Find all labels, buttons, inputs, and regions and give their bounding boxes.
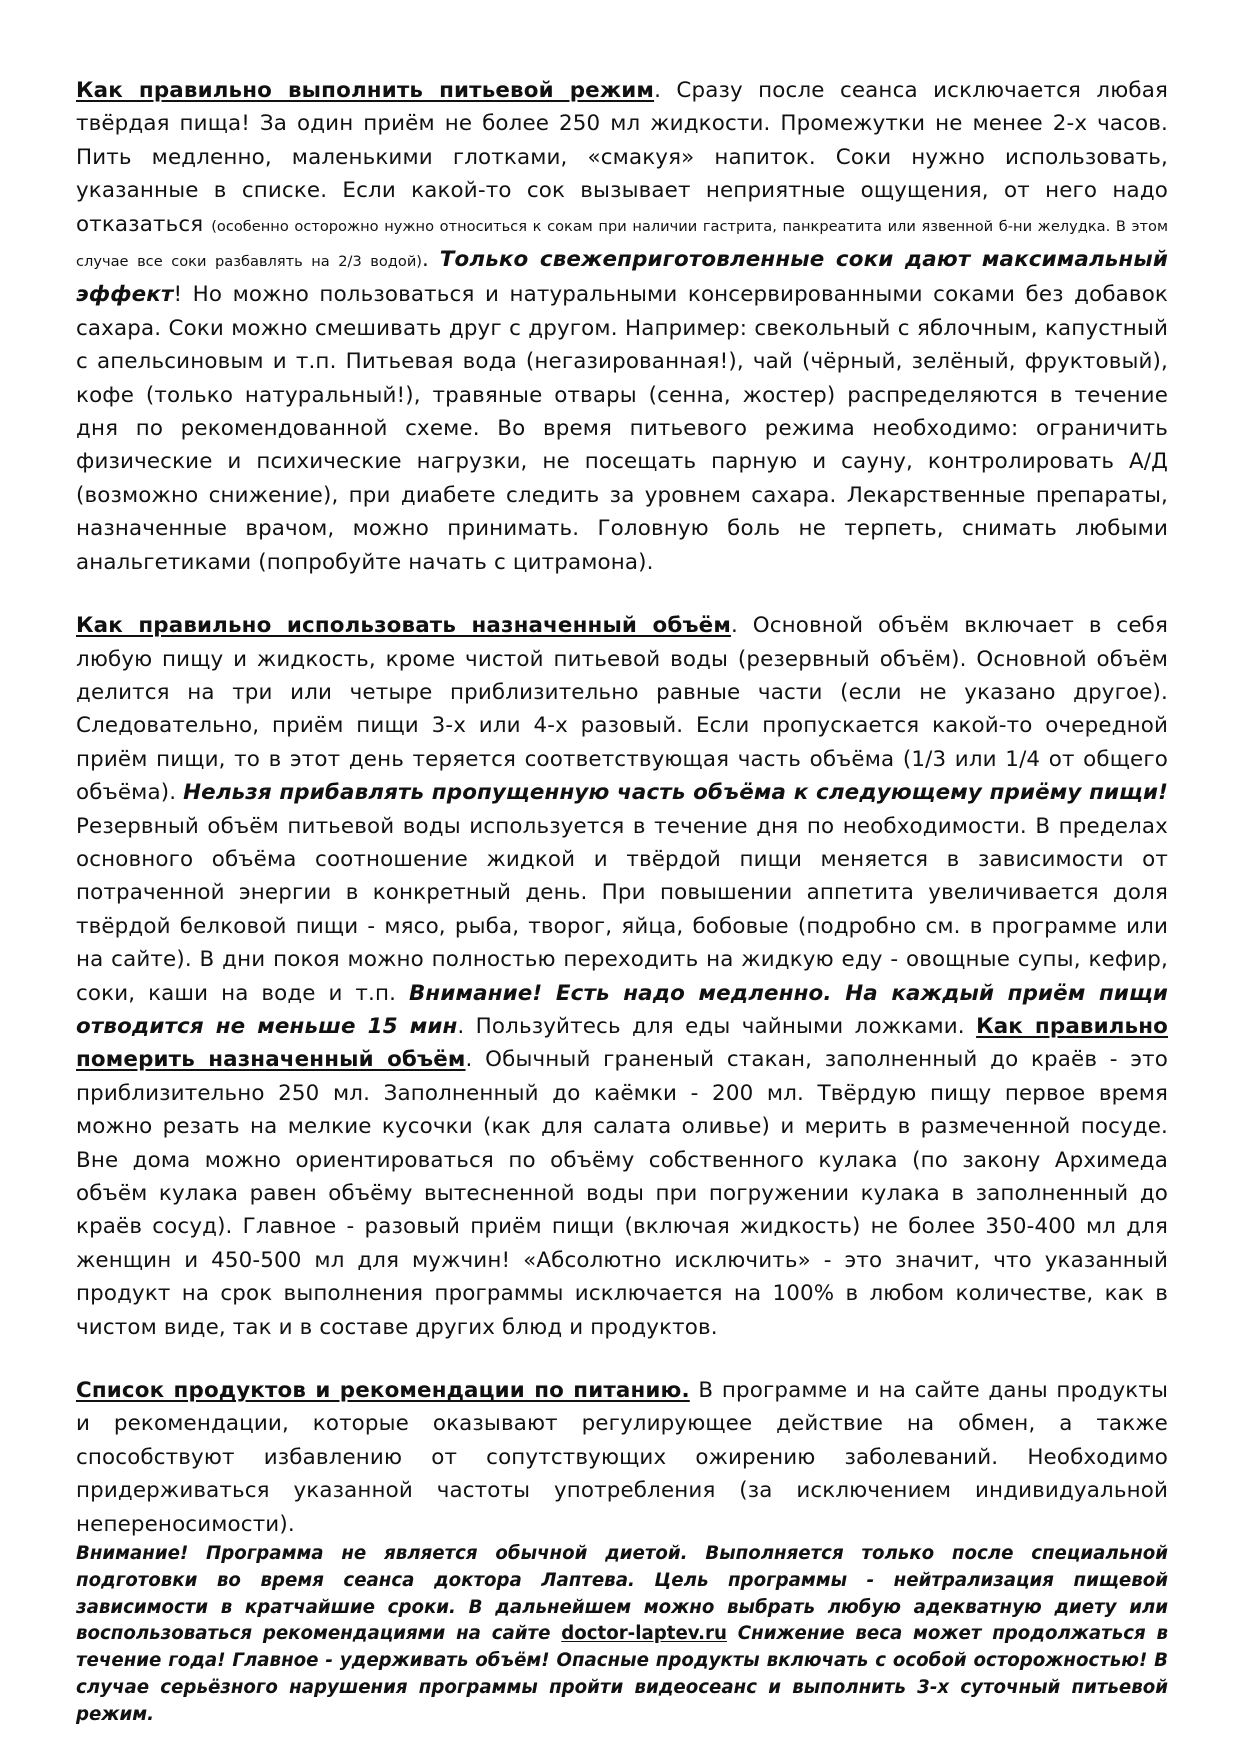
volume-usage-heading: Как правильно использовать назначенный объём xyxy=(76,613,731,639)
drinking-regime-heading: Как правильно выполнить питьевой режим xyxy=(76,78,655,103)
volume-text-2: Резервный объём питьевой воды используется в течение дня по необходимости. В пределах основного объёма соотношение жидкой и твёрдой пищи меняется в зависимости от потраченной энергии в конкретный день. При повышении аппетита увеличивается доля твёрдой белковой пищи - мясо, рыба, творог, яйца, бобовые (подробно см. в программе или на сайте). В дни покоя можно полностью переходить на жидкую еду - овощные супы, кефир, соки, каши на воде и т.п. xyxy=(76,813,1168,1006)
volume-usage-paragraph xyxy=(76,609,1168,1344)
drinking-text-3: ! Но можно пользоваться и натуральными консервированными соками без добавок сахара. Соки можно смешивать друг с другом. Например: свекольный с яблочным, капустный с апельсиновым и т.п. Питьевая вода (негазированная!), чай (чёрный, зелёный, фруктовый), кофе (только натуральный!), травяные отвары (сенна, жостер) распределяются в течение дня по рекомендованной схеме. Во время питьевого режима необходимо: ограничить физические и психические нагрузки, не посещать парную и сауну, контролировать А/Д (возможно снижение), при диабете следить за уровнем сахара. Лекарственные препараты, назначенные врачом, можно принимать. Головную боль не терпеть, снимать любыми анальгетиками (попробуйте начать с цитрамона). xyxy=(76,282,1168,575)
volume-measure-heading: Как правильно померить назначенный объём xyxy=(76,1013,1168,1073)
eat-slowly-emphasis: Внимание! Есть надо медленно. На каждый приём пищи отводится не меньше 15 мин xyxy=(76,980,1169,1039)
missed-portion-emphasis: Нельзя прибавлять пропущенную часть объёма к следующему приёму пищи! xyxy=(183,780,1169,806)
volume-text-1: . Основной объём включает в себя любую пищу и жидкость, кроме чистой питьевой воды (резервный объём). Основной объём делится на три или четыре приблизительно равные части (если не указано другое). Следовательно, приём пищи 3-х или 4-х разовый. Если пропускается какой-то очередной приём пищи, то в этот день теряется соответствующая часть объёма (1/3 или 1/4 от общего объёма). xyxy=(76,613,1168,806)
site-link[interactable]: doctor-laptev.ru xyxy=(561,1623,727,1645)
gastritis-small-note: (особенно осторожно нужно относиться к сокам при наличии гастрита, панкреатита или язвенной б-ни желудка. В этом случае все соки разбавлять на 2/3 водой) xyxy=(76,217,1168,271)
warning-text-2: Снижение веса может продолжаться в течение года! Главное - удерживать объём! Опасные продукты включать с особой осторожностью! В случае серьёзного нарушения программы пройти видеосеанс и выполнить 3-х суточный питьевой режим. xyxy=(76,1623,1168,1725)
products-paragraph xyxy=(76,1374,1168,1541)
warning-text-1: Внимание! Программа не является обычной диетой. Выполняется только после специальной подготовки во время сеанса доктора Лаптева. Цель программы - нейтрализация пищевой зависимости в кратчайшие сроки. В дальнейшем можно выбрать любую адекватную диету или воспользоваться рекомендациями на сайте xyxy=(76,1543,1168,1645)
volume-text-4: . Обычный граненый стакан, заполненный до краёв - это приблизительно 250 мл. Заполненный до каёмки - 200 мл. Твёрдую пищу первое время можно резать на мелкие кусочки (как для салата оливье) и мерить в размеченной посуде. Вне дома можно ориентироваться по объёму собственного кулака (по закону Архимеда объём кулака равен объёму вытесненной воды при погружении кулака в заполненный до краёв сосуд). Главное - разовый приём пищи (включая жидкость) не более 350-400 мл для женщин и 450-500 мл для мужчин! «Абсолютно исключить» - это значит, что указанный продукт на срок выполнения программы исключается на 100% в любом количестве, как в чистом виде, так и в составе других блюд и продуктов. xyxy=(76,1047,1168,1340)
products-text-1: В программе и на сайте даны продукты и рекомендации, которые оказывают регулирующее действие на обмен, а также способствуют избавлению от сопутствующих ожирению заболеваний. Необходимо придерживаться указанной частоты употребления (за исключением индивидуальной непереносимости). xyxy=(76,1378,1169,1537)
fresh-juice-emphasis: Только свежеприготовленные соки дают максимальный эффект xyxy=(76,247,1168,308)
drinking-text-1: . Сразу после сеанса исключается любая твёрдая пища! За один приём не более 250 мл жидкости. Промежутки не менее 2-х часов. Пить медленно, маленькими глотками, «смакуя» напиток. Соки нужно использовать, указанные в списке. Если какой-то сок вызывает неприятные ощущения, от него надо отказаться xyxy=(76,78,1168,237)
volume-text-3: . Пользуйтесь для еды чайными ложками. xyxy=(457,1013,977,1039)
warning-note xyxy=(76,1541,1168,1729)
drinking-regime-paragraph xyxy=(76,74,1168,579)
products-heading: Список продуктов и рекомендации по питанию. xyxy=(76,1378,690,1404)
drinking-text-2: . xyxy=(422,247,440,273)
